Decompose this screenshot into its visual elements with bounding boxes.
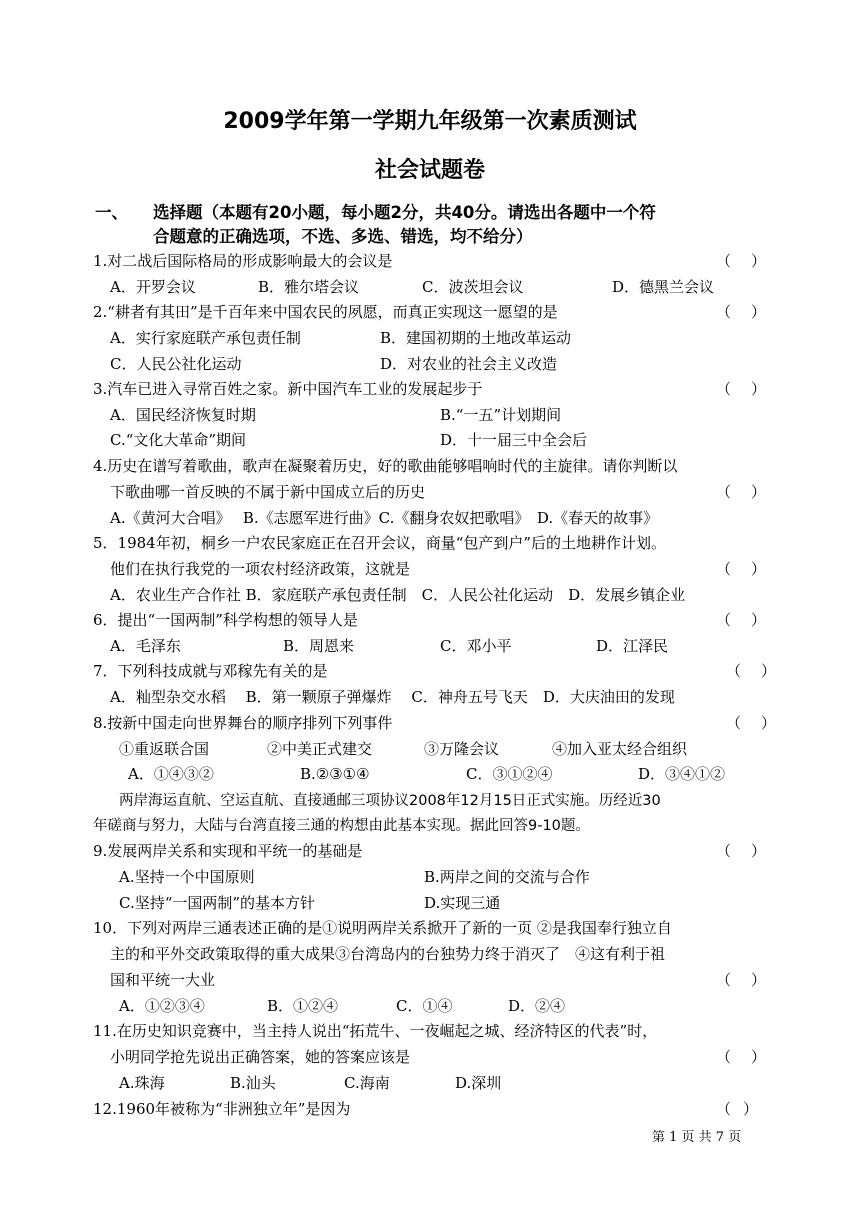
answer-bracket: （ ） xyxy=(716,1048,766,1066)
q6-option-b: B．周恩来 xyxy=(283,637,355,655)
q3-option-c: C.“文化大革命”期间 xyxy=(110,431,247,449)
q2-option-a: A．实行家庭联产承包责任制 xyxy=(110,329,301,347)
question-11-stem-line1: 11.在历史知识竞赛中，当主持人说出“拓荒牛、一夜崛起之城、经济特区的代表”时， xyxy=(93,1022,658,1040)
q11-option-d: D.深圳 xyxy=(455,1074,502,1092)
answer-bracket: （ ） xyxy=(716,252,766,270)
q8-option-c: C．③①②④ xyxy=(466,765,553,783)
q8-event-4: ④加入亚太经合组织 xyxy=(552,740,688,758)
question-5-stem-line1: 5．1984年初，桐乡一户农民家庭正在召开会议，商量“包产到户”后的土地耕作计划。 xyxy=(93,534,667,552)
page-subtitle: 社会试题卷 xyxy=(374,158,485,183)
q11-option-a: A.珠海 xyxy=(119,1074,165,1092)
answer-bracket: （ ） xyxy=(726,662,776,680)
q9-option-d: D.实现三通 xyxy=(424,894,501,912)
question-10-stem-line2: 主的和平外交政策取得的重大成果③台湾岛内的台独势力终于消灭了 ④这有利于祖 xyxy=(110,945,666,963)
question-4-stem-line1: 4.历史在谱写着歌曲，歌声在凝聚着历史，好的歌曲能够唱响时代的主旋律。请你判断以 xyxy=(93,457,678,475)
question-11-stem-line2: 小明同学抢先说出正确答案，她的答案应该是 xyxy=(110,1048,411,1066)
q8-event-3: ③万隆会议 xyxy=(424,740,500,758)
q3-option-d: D．十一届三中全会后 xyxy=(440,431,588,449)
q2-option-d: D．对农业的社会主义改造 xyxy=(380,355,558,373)
q10-option-b: B．①②④ xyxy=(267,997,339,1015)
q8-event-1: ①重返联合国 xyxy=(119,740,210,758)
q9-option-b: B.两岸之间的交流与合作 xyxy=(424,868,590,886)
q3-option-a: A．国民经济恢复时期 xyxy=(110,406,256,424)
q9-option-c: C.坚持“一国两制”的基本方针 xyxy=(119,894,316,912)
q1-option-b: B．雅尔塔会议 xyxy=(258,278,360,296)
q8-event-2: ②中美正式建交 xyxy=(267,740,373,758)
answer-bracket: （ ） xyxy=(716,380,766,398)
q8-option-d: D．③④①② xyxy=(638,765,726,783)
q1-option-a: A．开罗会议 xyxy=(110,278,196,296)
page-footer: 第 1 页 共 7 页 xyxy=(652,1130,742,1145)
question-8-stem: 8.按新中国走向世界舞台的顺序排列下列事件 xyxy=(93,714,393,732)
section-heading-line2: 合题意的正确选项，不选、多选、错选，均不给分） xyxy=(153,227,533,246)
q8-option-b: B.②③①④ xyxy=(300,765,370,783)
answer-bracket: （ ） xyxy=(716,483,766,501)
question-12-stem: 12.1960年被称为“非洲独立年”是因为 xyxy=(93,1100,351,1118)
answer-bracket: （ ） xyxy=(716,842,766,860)
answer-bracket: （ ） xyxy=(716,611,766,629)
q10-option-c: C．①④ xyxy=(396,997,453,1015)
q11-option-b: B.汕头 xyxy=(230,1074,276,1092)
q1-option-d: D．德黑兰会议 xyxy=(612,278,715,296)
question-6-stem: 6．提出“一国两制”科学构想的领导人是 xyxy=(93,611,358,629)
q3-option-b: B.“一五”计划期间 xyxy=(440,406,562,424)
q10-option-a: A．①②③④ xyxy=(119,997,205,1015)
question-9-stem: 9.发展两岸关系和实现和平统一的基础是 xyxy=(93,842,363,860)
question-7-stem: 7．下列科技成就与邓稼先有关的是 xyxy=(93,662,328,680)
question-1-stem: 1.对二战后国际格局的形成影响最大的会议是 xyxy=(93,252,393,270)
q2-option-c: C．人民公社化运动 xyxy=(110,355,242,373)
q1-option-c: C．波茨坦会议 xyxy=(422,278,524,296)
q6-option-c: C．邓小平 xyxy=(440,637,512,655)
question-3-stem: 3.汽车已进入寻常百姓之家。新中国汽车工业的发展起步于 xyxy=(93,380,483,398)
answer-bracket: （ ） xyxy=(716,1100,758,1118)
question-10-stem-line3: 国和平统一大业 xyxy=(110,971,216,989)
q2-option-b: B．建国初期的土地改革运动 xyxy=(380,329,572,347)
q7-options: A．籼型杂交水稻 B．第一颗原子弹爆炸 C．神舟五号飞天 D．大庆油田的发现 xyxy=(110,688,675,706)
q10-option-d: D．②④ xyxy=(508,997,566,1015)
answer-bracket: （ ） xyxy=(716,560,766,578)
q8-option-a: A．①④③② xyxy=(128,765,214,783)
page-title: 2009学年第一学期九年级第一次素质测试 xyxy=(223,109,637,134)
q6-option-a: A．毛泽东 xyxy=(110,637,181,655)
answer-bracket: （ ） xyxy=(726,714,776,732)
question-10-stem-line1: 10．下列对两岸三通表述正确的是①说明两岸关系掀开了新的一页 ②是我国奉行独立自 xyxy=(93,919,672,937)
question-5-stem-line2: 他们在执行我党的一项农村经济政策，这就是 xyxy=(110,560,411,578)
q5-options: A．农业生产合作社 B．家庭联产承包责任制 C．人民公社化运动 D．发展乡镇企业 xyxy=(110,586,686,604)
q9-option-a: A.坚持一个中国原则 xyxy=(119,868,255,886)
question-4-stem-line2: 下歌曲哪一首反映的不属于新中国成立后的历史 xyxy=(110,483,426,501)
section-number: 一、 xyxy=(95,203,128,222)
question-2-stem: 2.“耕者有其田”是千百年来中国农民的夙愿，而真正实现这一愿望的是 xyxy=(93,303,558,321)
answer-bracket: （ ） xyxy=(716,303,766,321)
section-heading-line1: 选择题（本题有20小题，每小题2分，共40分。请选出各题中一个符 xyxy=(153,203,656,222)
passage-line2: 年磋商与努力，大陆与台湾直接三通的构想由此基本实现。据此回答9-10题。 xyxy=(93,818,590,834)
q6-option-d: D．江泽民 xyxy=(596,637,669,655)
q4-options: A.《黄河大合唱》 B.《志愿军进行曲》C.《翻身农奴把歌唱》 D.《春天的故事》 xyxy=(110,509,659,527)
q11-option-c: C.海南 xyxy=(344,1074,390,1092)
passage-line1: 两岸海运直航、空运直航、直接通邮三项协议2008年12月15日正式实施。历经近30 xyxy=(119,793,661,809)
answer-bracket: （ ） xyxy=(716,971,766,989)
